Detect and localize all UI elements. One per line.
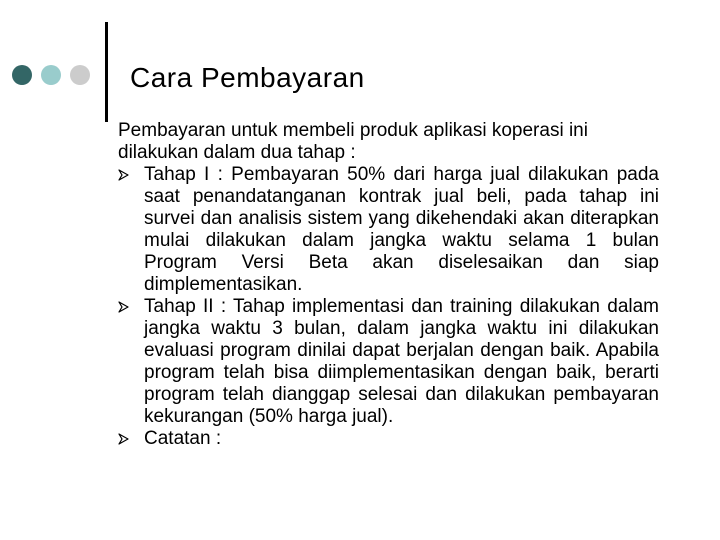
- bullet-item: [118, 296, 659, 428]
- decorative-dots: [12, 65, 90, 85]
- bullet-list: [118, 164, 659, 450]
- slide-title: Cara Pembayaran: [130, 62, 365, 93]
- arrowhead-icon: [118, 433, 129, 445]
- arrowhead-icon: [118, 169, 129, 181]
- dot-light: [41, 65, 61, 85]
- bullet-text: Tahap I : Pembayaran 50% dari harga jual dilakukan pada saat penandatanganan kontrak jual beli, pada tahap ini survei dan analisis sistem yang dikehendaki akan diterapkan mulai dilakukan dalam jangka waktu selama 1 bulan Program Versi Beta akan diselesaikan dan siap dimplementasikan.: [144, 164, 659, 295]
- dot-dark: [12, 65, 32, 85]
- bullet-item: [118, 428, 659, 450]
- bullet-text: Catatan :: [144, 428, 222, 449]
- slide-body: [118, 120, 659, 450]
- dot-gray: [70, 65, 90, 85]
- bullet-text: Tahap II : Tahap implementasi dan training dilakukan dalam jangka waktu 3 bulan, dalam jangka waktu ini dilakukan evaluasi program dinilai dapat berjalan dengan baik. Apabila program telah bisa diimplementasikan dengan baik, berarti program telah dianggap selesai dan dilakukan pembayaran kekurangan (50% harga jual).: [144, 296, 659, 427]
- intro-text: Pembayaran untuk membeli produk aplikasi koperasi ini dilakukan dalam dua tahap :: [118, 120, 588, 163]
- arrowhead-icon: [118, 301, 129, 313]
- bullet-item: [118, 164, 659, 296]
- title-divider: [105, 22, 108, 122]
